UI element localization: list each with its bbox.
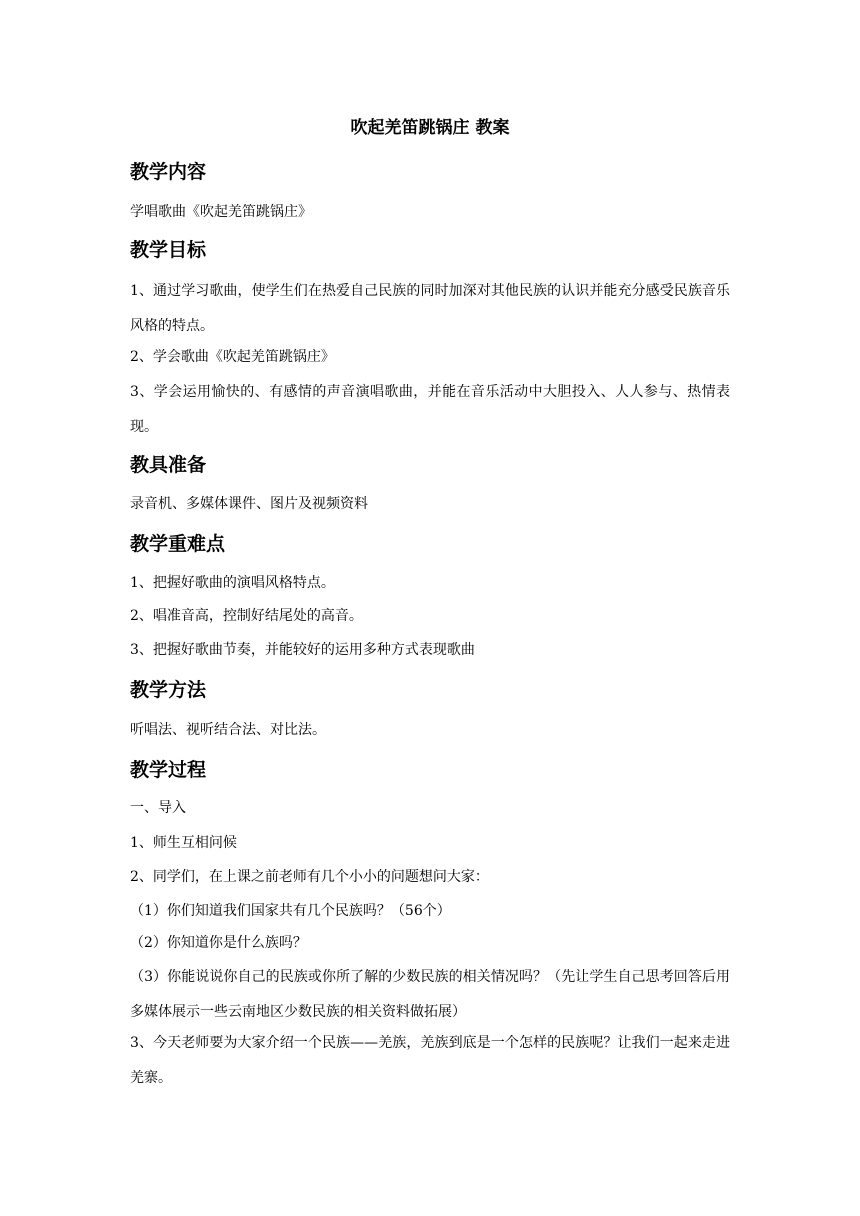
heading-process: 教学过程 bbox=[130, 759, 207, 781]
paragraph: （1）你们知道我们国家共有几个民族吗？（56个） bbox=[130, 903, 451, 919]
paragraph: 1、把握好歌曲的演唱风格特点。 bbox=[130, 575, 335, 591]
paragraph: 3、今天老师要为大家介绍一个民族——羌族，羌族到底是一个怎样的民族呢？让我们一起来走进羌寨。 bbox=[130, 1035, 730, 1086]
paragraph: 3、学会运用愉快的、有感情的声音演唱歌曲，并能在音乐活动中大胆投入、人人参与、热情表现。 bbox=[130, 384, 730, 435]
document-title: 吹起羌笛跳锅庄 教案 bbox=[350, 118, 510, 138]
paragraph: 听唱法、视听结合法、对比法。 bbox=[130, 722, 326, 738]
heading-materials: 教具准备 bbox=[130, 454, 207, 476]
paragraph: 3、把握好歌曲节奏，并能较好的运用多种方式表现歌曲 bbox=[130, 642, 475, 658]
heading-goals: 教学目标 bbox=[130, 239, 207, 261]
paragraph: 2、学会歌曲《吹起羌笛跳锅庄》 bbox=[130, 349, 335, 365]
paragraph: （2）你知道你是什么族吗？ bbox=[130, 935, 307, 951]
paragraph: 一、导入 bbox=[130, 800, 186, 816]
paragraph: 1、通过学习歌曲，使学生们在热爱自己民族的同时加深对其他民族的认识并能充分感受民族音乐风格的特点。 bbox=[130, 283, 730, 334]
paragraph: 学唱歌曲《吹起羌笛跳锅庄》 bbox=[130, 204, 312, 220]
paragraph: 2、唱准音高，控制好结尾处的高音。 bbox=[130, 608, 363, 624]
heading-content: 教学内容 bbox=[130, 161, 207, 183]
paragraph: 2、同学们，在上课之前老师有几个小小的问题想问大家： bbox=[130, 869, 489, 885]
paragraph: （3）你能说说你自己的民族或你所了解的少数民族的相关情况吗？（先让学生自己思考回答后用多媒体展示一些云南地区少数民族的相关资料做拓展） bbox=[130, 969, 730, 1020]
heading-methods: 教学方法 bbox=[130, 679, 207, 701]
paragraph: 录音机、多媒体课件、图片及视频资料 bbox=[130, 496, 368, 512]
paragraph: 1、师生互相问候 bbox=[130, 835, 237, 851]
heading-keypoints: 教学重难点 bbox=[130, 533, 226, 555]
